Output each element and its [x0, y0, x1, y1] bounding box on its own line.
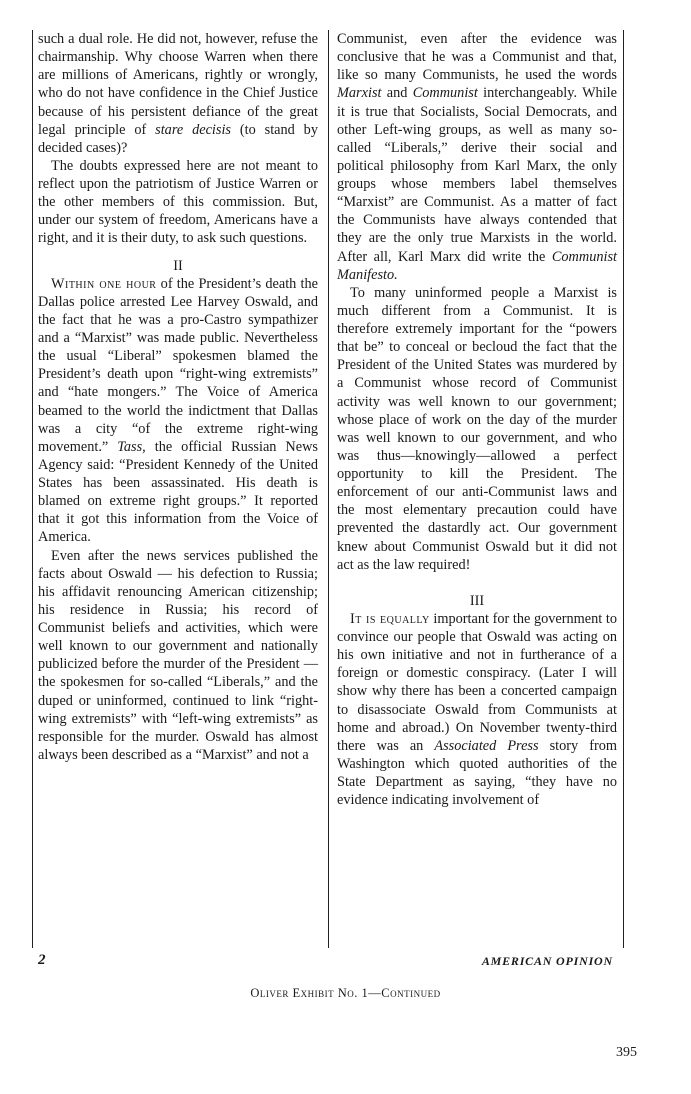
left-margin-rule	[32, 30, 33, 948]
left-column	[38, 30, 318, 764]
paragraph: Even after the news services published the facts about Oswald — his defection to Russia; his affidavit renouncing American citizenship; his residence in Russia; his record of Communist beliefs and activities, which were well known to our government and nationally publicized before the murder of the President — the spokesmen for so-called “Liberals,” and the duped or uninformed, continued to link “right-wing extremists” with “left-wing extremists” as responsible for the murder. Oswald has almost always been described as a “Marxist” and not a	[38, 547, 318, 763]
right-column	[337, 30, 617, 809]
paragraph: Communist, even after the evidence was conclusive that he was a Communist and that, like so many Communists, he used the words Marxist and Communist interchangeably. While it is true that Socialists, Social Democrats, and other Left-wing groups, as well as many so-called “Liberals,” derive their social and political philosophy from Karl Marx, the only groups whose members label themselves “Marxist” are Communist. As a matter of fact the Communists have always contended that they are the only true Marxists in the world. After all, Karl Marx did write the Communist Manifesto.	[337, 31, 617, 283]
paragraph: It is equally important for the government to convince our people that Oswald was acting on his own initiative and not in furtherance of a foreign or domestic conspiracy. (Later I will show why there has been a concerted campaign to disassociate Oswald from Communists at home and abroad.) On November twenty-third there was an Associated Press story from Washington which quoted authorities of the State Department as saying, “they have no evidence indicating involvement of	[337, 610, 617, 809]
magazine-name: AMERICAN OPINION	[481, 954, 613, 968]
column-divider-rule	[328, 30, 329, 948]
paragraph: such a dual role. He did not, however, refuse the chairmanship. Why choose Warren when there are millions of Americans, rightly or wrongly, who do not have confidence in the Chief Justice because of his persistent defiance of the great legal principle of stare decisis (to stand by decided cases)?	[38, 31, 318, 156]
paragraph: To many uninformed people a Marxist is much different from a Communist. It is therefore extremely important for the “powers that be” to conceal or becloud the fact that the President of the United States was murdered by a Communist whose record of Communist activity was well known to our government; whose place of work on the day of the murder was well known to our government, and who was thus—knowingly—allowed a perfect opportunity to kill the President. The enforcement of our anti-Communist laws and the most elementary precaution could have prevented the dastardly act. Our government knew about Communist Oswald but it did not act as the law required!	[337, 284, 617, 573]
paragraph: The doubts expressed here are not meant to reflect upon the patriotism of Justice Warren or the other members of this commission. But, under our system of freedom, Americans have a right, and it is their duty, to ask such questions.	[38, 157, 318, 247]
section-heading-ii: II	[173, 257, 183, 274]
paragraph: Within one hour of the President’s death the Dallas police arrested Lee Harvey Oswald, and the fact that he was a pro-Castro sympathizer and a “Marxist” was made public. Nevertheless the usual “Liberal” spokesmen blamed the President’s death upon “right-wing extremists” and “hate mongers.” The Voice of America beamed to the world the indictment that Dallas was a city “of the extreme right-wing movement.” Tass, the official Russian News Agency said: “President Kennedy of the United States has been assassinated. His death is blamed on extreme right groups.” It reported that it got this information from the Voice of America.	[38, 275, 318, 546]
exhibit-caption: Oliver Exhibit No. 1—Continued	[250, 986, 441, 1000]
right-margin-rule	[623, 30, 624, 948]
section-heading-iii: III	[469, 592, 485, 609]
page-number: 395	[616, 1045, 637, 1060]
folio-number: 2	[38, 952, 46, 968]
